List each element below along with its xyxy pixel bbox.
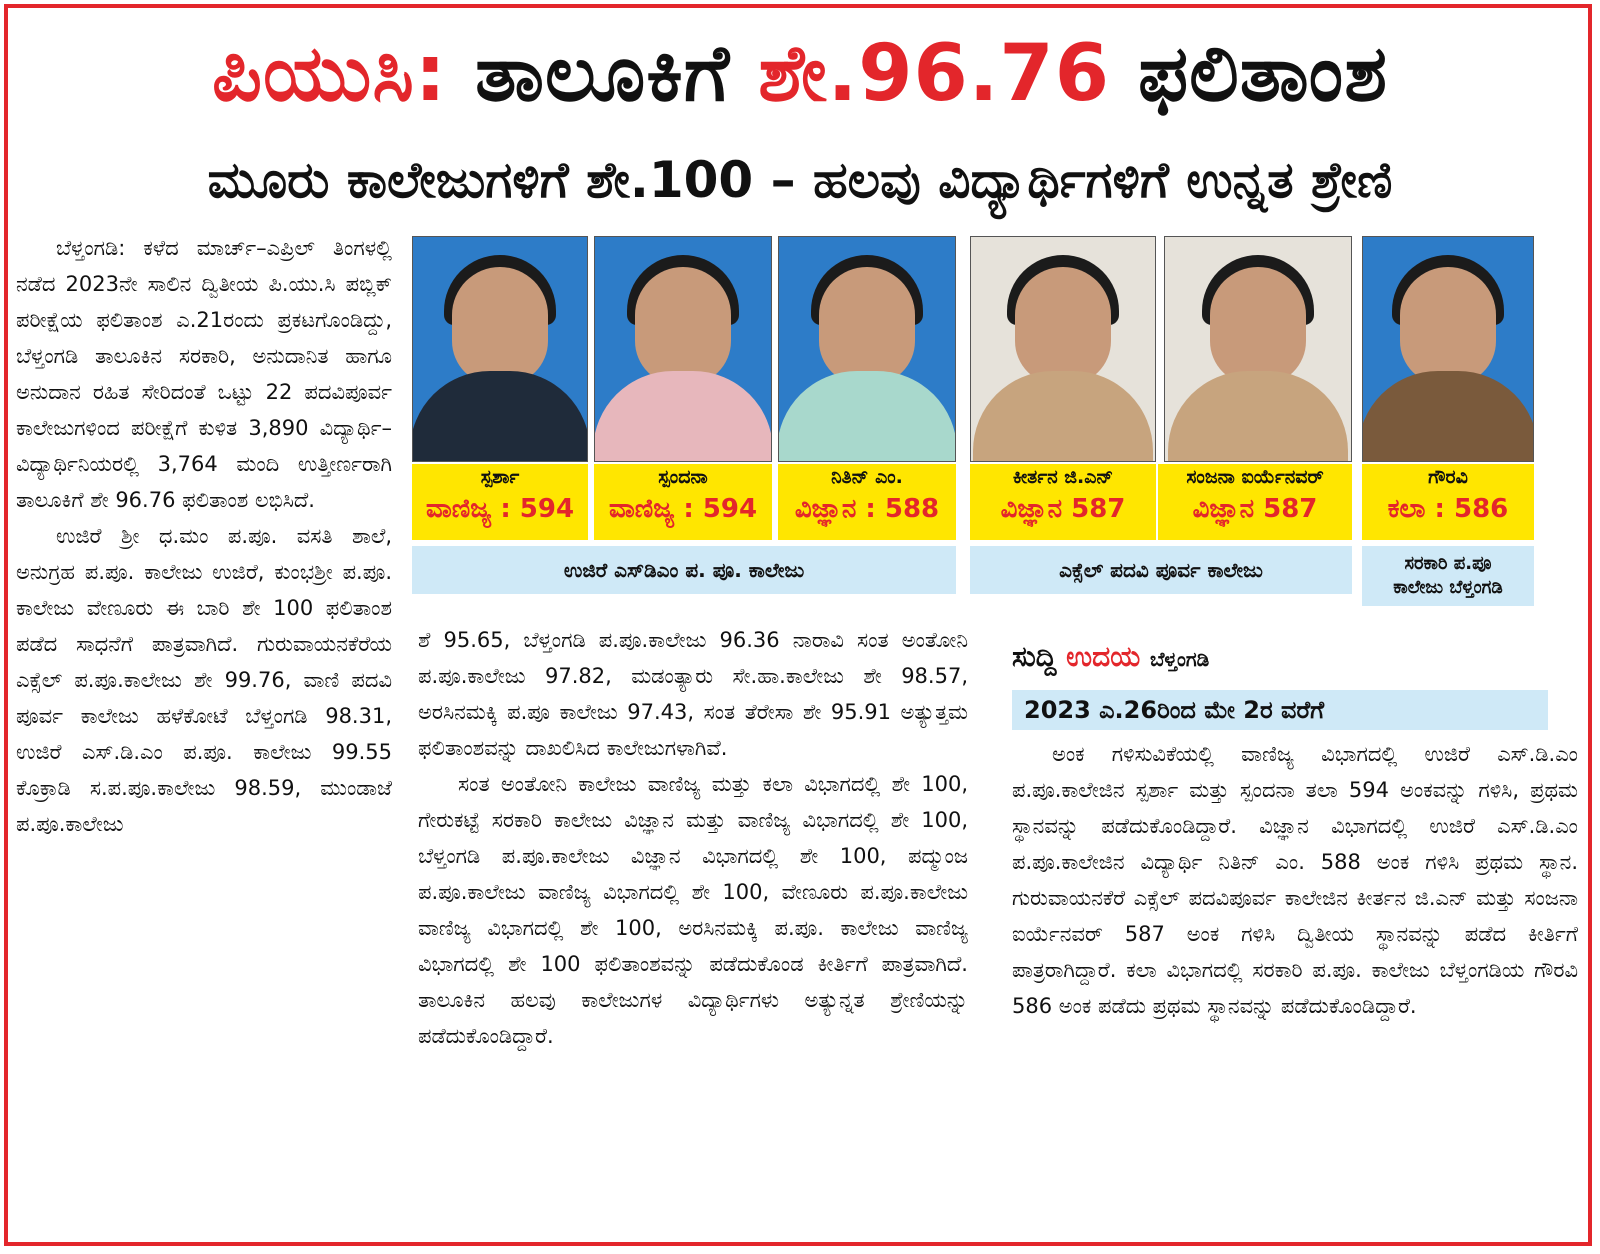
headline-part-2: ತಾಲೂಕಿಗೆ bbox=[475, 28, 731, 119]
article-column-1 bbox=[16, 230, 392, 842]
brand-suddi: ಸುದ್ದಿ bbox=[1012, 640, 1057, 673]
photo-clothing bbox=[1168, 371, 1348, 461]
student-name: ಕೀರ್ತನ ಜಿ.ಎನ್ bbox=[1012, 466, 1114, 488]
photo-clothing bbox=[973, 371, 1153, 461]
subheadline: ಮೂರು ಕಾಲೇಜುಗಳಿಗೆ ಶೇ.100 – ಹಲವು ವಿದ್ಯಾರ್ಥಿಗಳಿಗೆ ಉನ್ನತ ಶ್ರೇಣಿ bbox=[207, 150, 1393, 209]
college-caption-excel: ಎಕ್ಸೆಲ್ ಪದವಿ ಪೂರ್ವ ಕಾಲೇಜು bbox=[970, 546, 1352, 594]
photo-clothing bbox=[412, 371, 588, 461]
photo-face bbox=[1400, 267, 1496, 385]
photo-face bbox=[819, 267, 915, 385]
student-label-spandana bbox=[594, 464, 772, 540]
article-column-2 bbox=[418, 622, 968, 1054]
student-score: ವಿಜ್ಞಾನ : 588 bbox=[794, 494, 940, 524]
photo-face bbox=[1210, 267, 1306, 385]
photo-clothing bbox=[1362, 371, 1534, 461]
student-score: ವಾಣಿಜ್ಯ : 594 bbox=[608, 494, 758, 524]
edition-dates: 2023 ಎ.26ರಿಂದ ಮೇ 2ರ ವರೆಗೆ bbox=[1012, 690, 1548, 730]
student-label-sanjana bbox=[1158, 464, 1352, 540]
photo-keerthana bbox=[970, 236, 1156, 462]
student-label-sparsha bbox=[412, 464, 588, 540]
column-1-paragraph-1: ಬೆಳ್ತಂಗಡಿ: ಕಳೆದ ಮಾರ್ಚ್–ಎಪ್ರಿಲ್ ತಿಂಗಳಲ್ಲಿ ನಡೆದ 2023ನೇ ಸಾಲಿನ ದ್ವಿತೀಯ ಪಿ.ಯು.ಸಿ ಪಬ್ಲಿಕ್ ಪರೀಕ್ಷೆಯ ಫಲಿತಾಂಶ ಎ.21ರಂದು ಪ್ರಕಟಗೊಂಡಿದ್ದು, ಬೆಳ್ತಂಗಡಿ ತಾಲೂಕಿನ ಸರಕಾರಿ, ಅನುದಾನಿತ ಹಾಗೂ ಅನುದಾನ ರಹಿತ ಸೇರಿದಂತೆ ಒಟ್ಟು 22 ಪದವಿಪೂರ್ವ ಕಾಲೇಜುಗಳಿಂದ ಪರೀಕ್ಷೆಗೆ ಕುಳಿತ 3,890 ವಿದ್ಯಾರ್ಥಿ–ವಿದ್ಯಾರ್ಥಿನಿಯರಲ್ಲಿ 3,764 ಮಂದಿ ಉತ್ತೀರ್ಣರಾಗಿ ತಾಲೂಕಿಗೆ ಶೇ 96.76 ಫಲಿತಾಂಶ ಲಭಿಸಿದೆ. bbox=[16, 236, 392, 512]
article-column-3 bbox=[1012, 736, 1578, 1024]
photo-face bbox=[635, 267, 731, 385]
college-caption-sdm: ಉಜಿರೆ ಎಸ್‌ಡಿಎಂ ಪ. ಪೂ. ಕಾಲೇಜು bbox=[412, 546, 956, 594]
photo-clothing bbox=[594, 371, 772, 461]
photo-clothing bbox=[778, 371, 956, 461]
photo-nitin bbox=[778, 236, 956, 462]
student-name: ನಿತಿನ್ ಎಂ. bbox=[831, 466, 903, 488]
column-1-paragraph-2: ಉಜಿರೆ ಶ್ರೀ ಧ.ಮಂ ಪ.ಪೂ. ವಸತಿ ಶಾಲೆ, ಅನುಗ್ರಹ ಪ.ಪೂ. ಕಾಲೇಜು ಉಜಿರೆ, ಕುಂಭಶ್ರೀ ಪ.ಪೂ. ಕಾಲೇಜು ವೇಣೂರು ಈ ಬಾರಿ ಶೇ 100 ಫಲಿತಾಂಶ ಪಡೆದ ಸಾಧನೆಗೆ ಪಾತ್ರವಾಗಿದೆ. ಗುರುವಾಯನಕೆರೆಯ ಎಕ್ಸೆಲ್ ಪ.ಪೂ.ಕಾಲೇಜು ಶೇ 99.76, ವಾಣಿ ಪದವಿ ಪೂರ್ವ ಕಾಲೇಜು ಹಳೆಕೋಟೆ ಬೆಳ್ತಂಗಡಿ 98.31, ಉಜಿರೆ ಎಸ್.ಡಿ.ಎಂ ಪ.ಪೂ. ಕಾಲೇಜು 99.55 ಕೊಕ್ರಾಡಿ ಸ.ಪ.ಪೂ.ಕಾಲೇಜು 98.59, ಮುಂಡಾಜೆ ಪ.ಪೂ.ಕಾಲೇಜು bbox=[16, 524, 392, 836]
student-score: ವಾಣಿಜ್ಯ : 594 bbox=[425, 494, 575, 524]
headline-percentage: ಶೇ.96.76 bbox=[758, 28, 1110, 119]
headline-part-1: ಪಿಯುಸಿ: bbox=[212, 28, 447, 119]
student-score: ವಿಜ್ಞಾನ 587 bbox=[1000, 494, 1126, 524]
photo-sanjana bbox=[1164, 236, 1352, 462]
college-caption-govt-line-2: ಕಾಲೇಜು ಬೆಳ್ತಂಗಡಿ bbox=[1393, 577, 1503, 598]
student-score: ವಿಜ್ಞಾನ 587 bbox=[1192, 494, 1318, 524]
student-name: ಗೌರವಿ bbox=[1428, 466, 1468, 488]
brand-udaya: ಉದಯ bbox=[1066, 640, 1141, 673]
photo-sparsha bbox=[412, 236, 588, 462]
student-label-nitin bbox=[778, 464, 956, 540]
photo-face bbox=[452, 267, 548, 385]
photo-spandana bbox=[594, 236, 772, 462]
student-score: ಕಲಾ : 586 bbox=[1387, 494, 1509, 524]
college-caption-govt-line-1: ಸರಕಾರಿ ಪ.ಪೂ bbox=[1404, 553, 1492, 574]
column-3-paragraph-1: ಅಂಕ ಗಳಿಸುವಿಕೆಯಲ್ಲಿ ವಾಣಿಜ್ಯ ವಿಭಾಗದಲ್ಲಿ ಉಜಿರೆ ಎಸ್.ಡಿ.ಎಂ ಪ.ಪೂ.ಕಾಲೇಜಿನ ಸ್ಪರ್ಶಾ ಮತ್ತು ಸ್ಪಂದನಾ ತಲಾ 594 ಅಂಕವನ್ನು ಗಳಿಸಿ, ಪ್ರಥಮ ಸ್ಥಾನವನ್ನು ಪಡೆದುಕೊಂಡಿದ್ದಾರೆ. ವಿಜ್ಞಾನ ವಿಭಾಗದಲ್ಲಿ ಉಜಿರೆ ಎಸ್.ಡಿ.ಎಂ ಪ.ಪೂ.ಕಾಲೇಜಿನ ವಿದ್ಯಾರ್ಥಿ ನಿತಿನ್ ಎಂ. 588 ಅಂಕ ಗಳಿಸಿ ಪ್ರಥಮ ಸ್ಥಾನ. ಗುರುವಾಯನಕೆರೆ ಎಕ್ಸೆಲ್ ಪದವಿಪೂರ್ವ ಕಾಲೇಜಿನ ಕೀರ್ತನ ಜಿ.ಎನ್ ಮತ್ತು ಸಂಜನಾ ಐರ್ಯೆನವರ್ 587 ಅಂಕ ಗಳಿಸಿ ದ್ವಿತೀಯ ಸ್ಥಾನವನ್ನು ಪಡೆದ ಕೀರ್ತಿಗೆ ಪಾತ್ರರಾಗಿದ್ದಾರೆ. ಕಲಾ ವಿಭಾಗದಲ್ಲಿ ಸರಕಾರಿ ಪ.ಪೂ. ಕಾಲೇಜು ಬೆಳ್ತಂಗಡಿಯ ಗೌರವಿ 586 ಅಂಕ ಪಡೆದು ಪ್ರಥಮ ಸ್ಥಾನವನ್ನು ಪಡೆದುಕೊಂಡಿದ್ದಾರೆ. bbox=[1012, 742, 1578, 1018]
headline-part-4: ಫಲಿತಾಂಶ bbox=[1138, 28, 1388, 119]
student-name: ಸ್ಪಂದನಾ bbox=[658, 466, 708, 488]
column-2-paragraph-1: ಶೆ 95.65, ಬೆಳ್ತಂಗಡಿ ಪ.ಪೂ.ಕಾಲೇಜು 96.36 ನಾರಾವಿ ಸಂತ ಅಂತೋನಿ ಪ.ಪೂ.ಕಾಲೇಜು 97.82, ಮಡಂತ್ಯಾರು ಸೇ.ಹಾ.ಕಾಲೇಜು ಶೇ 98.57, ಅರಸಿನಮಕ್ಕಿ ಪ.ಪೂ ಕಾಲೇಜು 97.43, ಸಂತ ತೆರೇಸಾ ಶೇ 95.91 ಅತ್ಯುತ್ತಮ ಫಲಿತಾಂಶವನ್ನು ದಾಖಲಿಸಿದ ಕಾಲೇಜುಗಳಾಗಿವೆ. bbox=[418, 628, 968, 760]
photo-gowravi bbox=[1362, 236, 1534, 462]
photo-face bbox=[1015, 267, 1111, 385]
student-name: ಸ್ಪರ್ಶಾ bbox=[480, 466, 520, 488]
headline bbox=[14, 14, 1586, 134]
college-caption-govt bbox=[1362, 546, 1534, 606]
brand-place: ಬೆಳ್ತಂಗಡಿ bbox=[1149, 647, 1210, 671]
newspaper-brand bbox=[1012, 640, 1209, 674]
student-label-keerthana bbox=[970, 464, 1156, 540]
column-2-paragraph-2: ಸಂತ ಅಂತೋನಿ ಕಾಲೇಜು ವಾಣಿಜ್ಯ ಮತ್ತು ಕಲಾ ವಿಭಾಗದಲ್ಲಿ ಶೇ 100, ಗೇರುಕಟ್ಟೆ ಸರಕಾರಿ ಕಾಲೇಜು ವಿಜ್ಞಾನ ಮತ್ತು ವಾಣಿಜ್ಯ ವಿಭಾಗದಲ್ಲಿ ಶೇ 100, ಬೆಳ್ತಂಗಡಿ ಪ.ಪೂ.ಕಾಲೇಜು ವಿಜ್ಞಾನ ವಿಭಾಗದಲ್ಲಿ ಶೇ 100, ಪದ್ಮುಂಜ ಪ.ಪೂ.ಕಾಲೇಜು ವಾಣಿಜ್ಯ ವಿಭಾಗದಲ್ಲಿ ಶೇ 100, ವೇಣೂರು ಪ.ಪೂ.ಕಾಲೇಜು ವಾಣಿಜ್ಯ ವಿಭಾಗದಲ್ಲಿ ಶೇ 100, ಅರಸಿನಮಕ್ಕಿ ಪ.ಪೂ. ಕಾಲೇಜು ವಾಣಿಜ್ಯ ವಿಭಾಗದಲ್ಲಿ ಶೇ 100 ಫಲಿತಾಂಶವನ್ನು ಪಡೆದುಕೊಂಡ ಕೀರ್ತಿಗೆ ಪಾತ್ರವಾಗಿದೆ. ತಾಲೂಕಿನ ಹಲವು ಕಾಲೇಜುಗಳ ವಿದ್ಯಾರ್ಥಿಗಳು ಅತ್ಯುನ್ನತ ಶ್ರೇಣಿಯನ್ನು ಪಡೆದುಕೊಂಡಿದ್ದಾರೆ. bbox=[418, 772, 968, 1048]
student-name: ಸಂಜನಾ ಐರ್ಯೆನವರ್ bbox=[1186, 466, 1324, 488]
student-label-gowravi bbox=[1362, 464, 1534, 540]
